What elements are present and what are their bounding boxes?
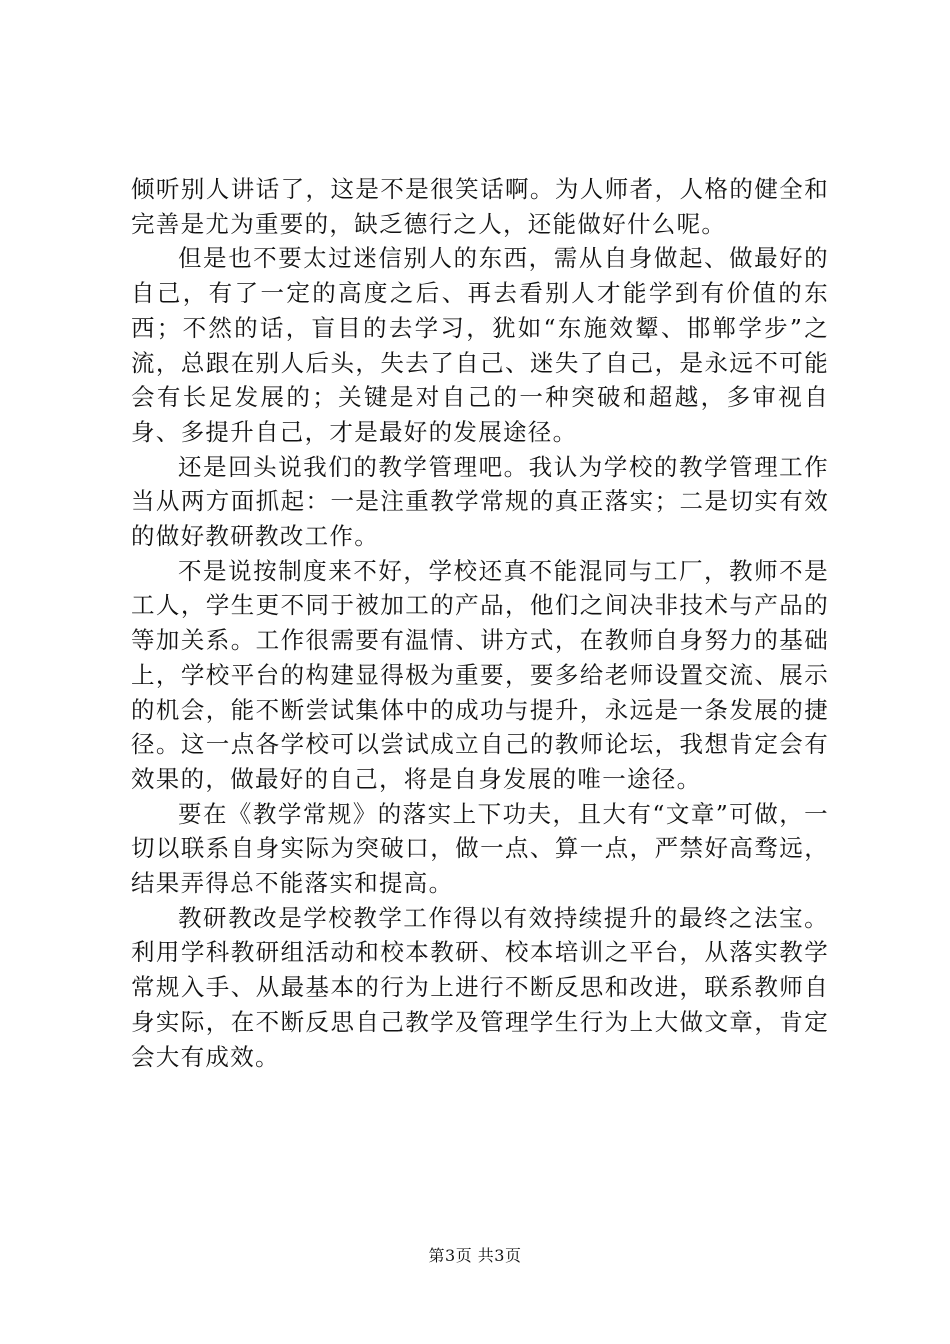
paragraph-6: 教研教改是学校教学工作得以有效持续提升的最终之法宝。利用学科教研组活动和校本教研、校本培训之平台，从落实教学常规入手、从最基本的行为上进行不断反思和改进，联系教师自身实际，在不断反思自己教学及管理学生行为上大做文章，肯定会大有成效。 [131, 903, 829, 1071]
paragraph-2: 但是也不要太过迷信别人的东西，需从自身做起、做最好的自己，有了一定的高度之后、再去看别人才能学到有价值的东西；不然的话，盲目的去学习，犹如“东施效颦、邯郸学步”之流，总跟在别人后头，失去了自己、迷失了自己，是永远不可能会有长足发展的；关键是对自己的一种突破和超越，多审视自身、多提升自己，才是最好的发展途径。 [131, 244, 829, 446]
paragraph-4: 不是说按制度来不好，学校还真不能混同与工厂，教师不是工人，学生更不同于被加工的产品，他们之间决非技术与产品的等加关系。工作很需要有温情、讲方式，在教师自身努力的基础上，学校平台的构建显得极为重要，要多给老师设置交流、展示的机会，能不断尝试集体中的成功与提升，永远是一条发展的捷径。这一点各学校可以尝试成立自己的教师论坛，我想肯定会有效果的，做最好的自己，将是自身发展的唯一途径。 [131, 556, 829, 793]
paragraph-5: 要在《教学常规》的落实上下功夫，且大有“文章”可做，一切以联系自身实际为突破口，做一点、算一点，严禁好高骛远，结果弄得总不能落实和提高。 [131, 799, 829, 898]
paragraph-3: 还是回头说我们的教学管理吧。我认为学校的教学管理工作当从两方面抓起：一是注重教学常规的真正落实；二是切实有效的做好教研教改工作。 [131, 452, 829, 551]
paragraph-1: 倾听别人讲话了，这是不是很笑话啊。为人师者，人格的健全和完善是尤为重要的，缺乏德行之人，还能做好什么呢。 [131, 175, 829, 238]
page-number-footer: 第3页 共3页 [428, 1246, 522, 1265]
document-body [131, 172, 829, 1074]
